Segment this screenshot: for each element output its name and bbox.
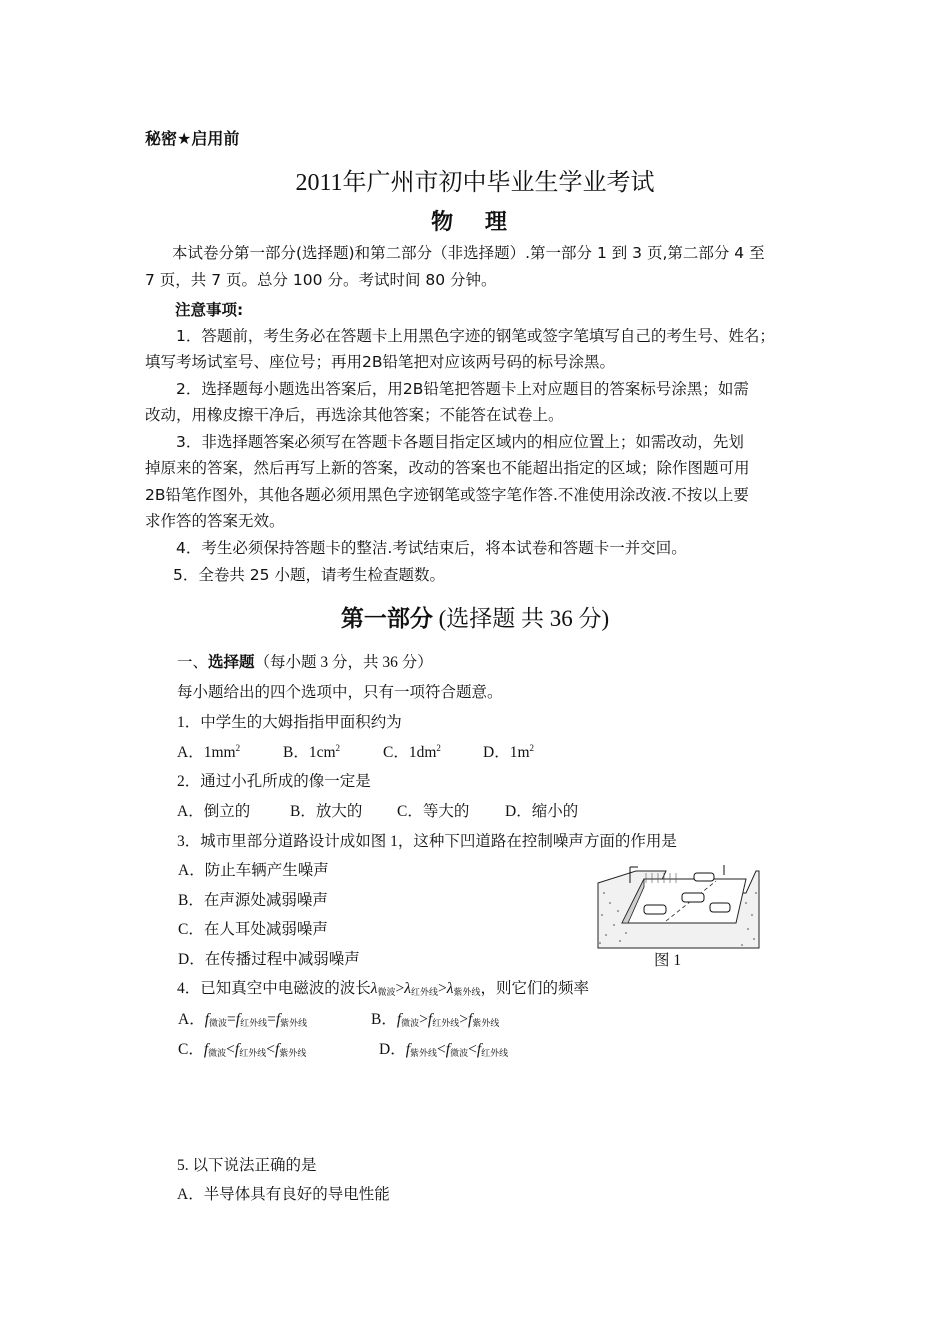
lambda-symbol: λ bbox=[446, 980, 454, 997]
q1-option-d-exp: 2 bbox=[529, 743, 535, 753]
q4-option-c-label: C． bbox=[178, 1041, 204, 1058]
sub-infrared: 红外线 bbox=[239, 1048, 267, 1058]
q5-option-a: A．半导体具有良好的导电性能 bbox=[177, 1186, 390, 1203]
f-symbol: f bbox=[204, 1011, 210, 1028]
q2-stem: 2．通过小孔所成的像一定是 bbox=[177, 773, 371, 790]
q3-option-d: D．在传播过程中减弱噪声 bbox=[178, 951, 360, 968]
f-symbol: f bbox=[235, 1011, 241, 1028]
gt-symbol: > bbox=[459, 1011, 468, 1028]
q2-option-b: B．放大的 bbox=[290, 803, 363, 820]
q1-option-b-exp: 2 bbox=[335, 743, 341, 753]
q2-option-a: A．倒立的 bbox=[177, 803, 251, 820]
section-score: （每小题 3 分，共 36 分） bbox=[254, 654, 433, 671]
q1-option-d-text: D．1m bbox=[483, 744, 530, 761]
lambda-symbol: λ bbox=[370, 980, 378, 997]
eq-symbol: = bbox=[227, 1011, 236, 1028]
sub-microwave: 微波 bbox=[450, 1048, 469, 1058]
f-symbol: f bbox=[275, 1041, 280, 1058]
f-symbol: f bbox=[234, 1041, 240, 1058]
q2-option-c: C．等大的 bbox=[397, 803, 470, 820]
q1-option-c bbox=[383, 740, 441, 762]
q1-option-a-exp: 2 bbox=[235, 743, 241, 753]
q4-option-c bbox=[178, 1037, 306, 1059]
figure-1-sunken-road bbox=[596, 863, 760, 949]
q1-option-c-exp: 2 bbox=[436, 743, 441, 753]
sub-microwave: 微波 bbox=[401, 1018, 420, 1028]
car-1 bbox=[644, 905, 666, 914]
note-3-line-3: 2B铅笔作图外，其他各题必须用黑色字迹钢笔或签字笔作答.不准使用涂改液.不按以上要 bbox=[145, 486, 749, 504]
f-symbol: f bbox=[275, 1011, 281, 1028]
note-1-line-1: 1．答题前，考生务必在答题卡上用黑色字迹的钢笔或签字笔填写自己的考生号、姓名； bbox=[176, 327, 775, 345]
sub-microwave: 微波 bbox=[377, 987, 396, 997]
q3-stem: 3．城市里部分道路设计成如图 1，这种下凹道路在控制噪声方面的作用是 bbox=[177, 833, 677, 850]
lt-symbol: < bbox=[266, 1041, 275, 1058]
lambda-symbol: λ bbox=[404, 980, 411, 997]
q1-option-d bbox=[483, 740, 534, 762]
note-3-line-4: 求作答的答案无效。 bbox=[145, 512, 285, 530]
sub-infrared: 红外线 bbox=[432, 1018, 460, 1028]
q4-stem bbox=[177, 976, 589, 998]
f-symbol: f bbox=[427, 1011, 433, 1028]
note-4: 4．考生必须保持答题卡的整洁.考试结束后，将本试卷和答题卡一并交回。 bbox=[176, 539, 687, 557]
exam-title: 2011年广州市初中毕业生学业考试 bbox=[295, 170, 655, 196]
car-3 bbox=[694, 873, 714, 881]
part-one-label: 第一部分 bbox=[340, 606, 433, 631]
sub-ultraviolet: 紫外线 bbox=[410, 1048, 438, 1058]
q4-option-d-label: D． bbox=[379, 1041, 406, 1058]
section-prefix: 一、 bbox=[177, 654, 209, 671]
f-symbol: f bbox=[445, 1041, 451, 1058]
note-3-line-1: 3．非选择题答案必须写在答题卡各题目指定区域内的相应位置上；如需改动，先划 bbox=[176, 433, 744, 451]
q4-option-d bbox=[379, 1037, 508, 1059]
q4-option-b bbox=[371, 1007, 499, 1029]
q1-option-c-text: C．1dm bbox=[383, 744, 437, 761]
q1-option-b-text: B．1cm bbox=[283, 744, 336, 761]
f-symbol: f bbox=[468, 1011, 473, 1028]
car-2 bbox=[682, 893, 704, 902]
sub-infrared: 红外线 bbox=[240, 1018, 268, 1028]
figure-1-caption: 图 1 bbox=[654, 952, 682, 969]
part-one-title bbox=[0, 600, 950, 633]
gt-symbol: > bbox=[437, 980, 447, 997]
q4-option-b-label: B． bbox=[371, 1011, 397, 1028]
part-one-detail: (选择题 共 36 分) bbox=[432, 606, 610, 631]
q3-option-b: B．在声源处减弱噪声 bbox=[178, 892, 328, 909]
f-symbol: f bbox=[203, 1041, 209, 1058]
q4-stem-post: ，则它们的频率 bbox=[480, 980, 589, 997]
q4-option-a-label: A． bbox=[178, 1011, 205, 1028]
q1-stem: 1．中学生的大姆指指甲面积约为 bbox=[177, 714, 402, 731]
q1-option-a bbox=[177, 740, 240, 762]
sub-infrared: 红外线 bbox=[481, 1048, 509, 1058]
q5-stem: 5. 以下说法正确的是 bbox=[177, 1157, 317, 1174]
sub-ultraviolet: 紫外线 bbox=[280, 1018, 308, 1028]
lt-symbol: < bbox=[437, 1041, 446, 1058]
f-symbol: f bbox=[476, 1041, 482, 1058]
section-label: 选择题 bbox=[208, 654, 255, 671]
note-2-line-1: 2．选择题每小题选出答案后，用2B铅笔把答题卡上对应题目的答案标号涂黑；如需 bbox=[176, 380, 749, 398]
note-3-line-2: 掉原来的答案，然后再写上新的答案，改动的答案也不能超出指定的区域；除作图题可用 bbox=[145, 459, 750, 477]
sub-infrared: 红外线 bbox=[410, 987, 438, 997]
gt-symbol: > bbox=[395, 980, 405, 997]
note-2-line-2: 改动，用橡皮擦干净后，再选涂其他答案；不能答在试卷上。 bbox=[145, 406, 564, 424]
sub-microwave: 微波 bbox=[209, 1018, 228, 1028]
sub-microwave: 微波 bbox=[208, 1048, 227, 1058]
sub-ultraviolet: 紫外线 bbox=[453, 987, 481, 997]
f-symbol: f bbox=[405, 1041, 411, 1058]
sub-ultraviolet: 紫外线 bbox=[472, 1018, 500, 1028]
lt-symbol: < bbox=[226, 1041, 235, 1058]
note-5: 5．全卷共 25 小题，请考生检查题数。 bbox=[173, 566, 445, 584]
q3-option-c: C．在人耳处减弱噪声 bbox=[178, 921, 328, 938]
subject-title: 物 理 bbox=[431, 210, 519, 235]
sub-ultraviolet: 紫外线 bbox=[279, 1048, 307, 1058]
notes-heading: 注意事项: bbox=[175, 301, 244, 319]
gt-symbol: > bbox=[419, 1011, 428, 1028]
f-symbol: f bbox=[396, 1011, 402, 1028]
intro-line-2: 7 页，共 7 页。总分 100 分。考试时间 80 分钟。 bbox=[145, 271, 497, 289]
eq-symbol: = bbox=[267, 1011, 276, 1028]
section-instruction: 每小题给出的四个选项中，只有一项符合题意。 bbox=[177, 683, 503, 701]
lt-symbol: < bbox=[468, 1041, 477, 1058]
q4-stem-pre: 4．已知真空中电磁波的波长 bbox=[177, 980, 371, 997]
section-heading bbox=[177, 650, 433, 672]
car-4 bbox=[710, 903, 730, 912]
confidential-mark: 秘密★启用前 bbox=[145, 129, 240, 148]
note-1-line-2: 填写考场试室号、座位号；再用2B铅笔把对应该两号码的标号涂黑。 bbox=[145, 353, 615, 371]
q3-option-a: A．防止车辆产生噪声 bbox=[178, 862, 329, 879]
intro-line-1: 本试卷分第一部分(选择题)和第二部分（非选择题）.第一部分 1 到 3 页,第二部分 4 至 bbox=[172, 244, 765, 262]
q1-option-a-text: A．1mm bbox=[177, 744, 236, 761]
q1-option-b bbox=[283, 740, 340, 762]
q4-option-a bbox=[178, 1007, 307, 1029]
road-illustration bbox=[596, 863, 760, 949]
q2-option-d: D．缩小的 bbox=[505, 803, 579, 820]
